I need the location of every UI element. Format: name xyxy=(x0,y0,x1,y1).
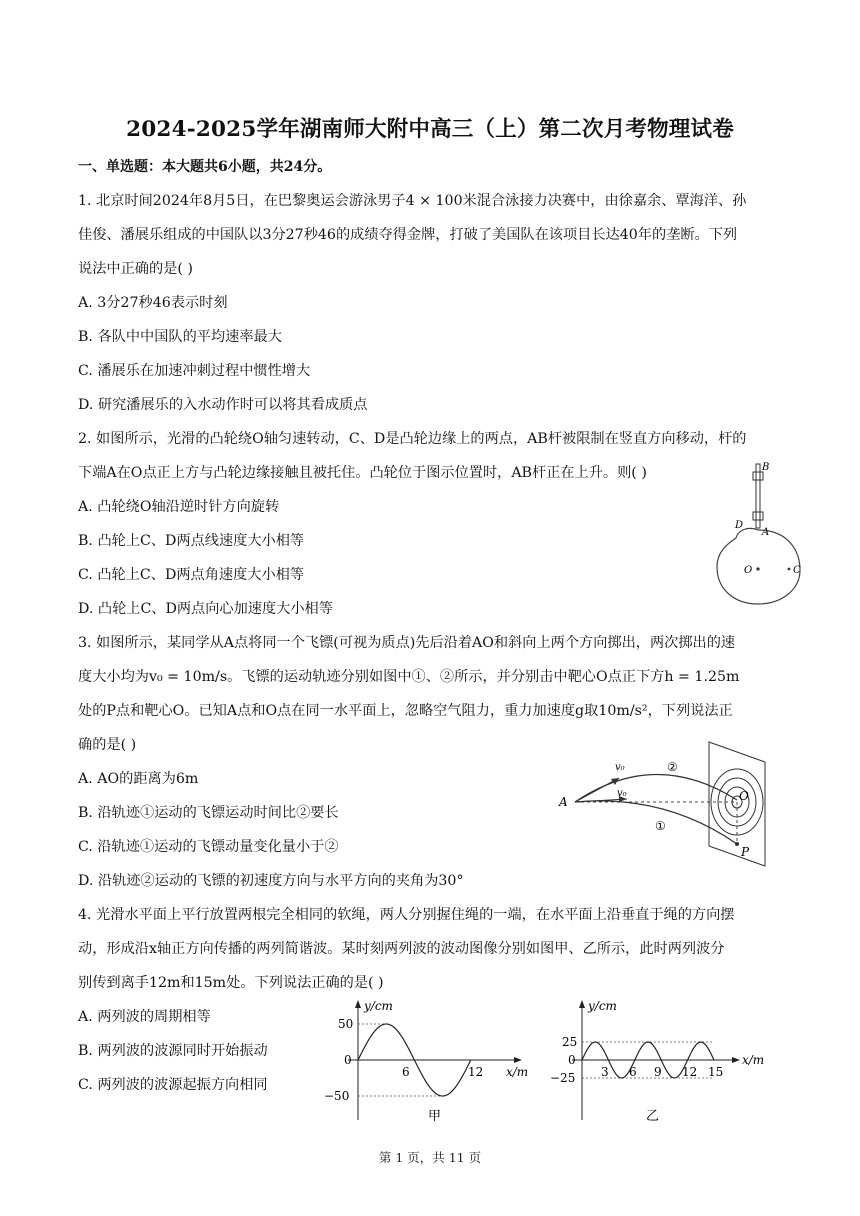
label-b: B xyxy=(762,462,770,473)
jia-x-arrow xyxy=(514,1057,522,1063)
yi-x-tick-9: 9 xyxy=(654,1065,662,1079)
jia-x-tick-12: 12 xyxy=(468,1065,484,1079)
rod-guide-bottom xyxy=(753,512,763,520)
q1-option-b: B. 各队中中国队的平均速率最大 xyxy=(78,329,282,345)
q3-line-3: 处的P点和靶心O。已知A点和O点在同一水平面上，忽略空气阻力，重力加速度g取10m/s²，下列说法正 xyxy=(78,703,733,719)
q4-option-b: B. 两列波的波源同时开始振动 xyxy=(78,1043,268,1059)
label-path-2: ② xyxy=(667,760,678,774)
q3-line-2: 度大小均为v₀ = 10m/s。飞镖的运动轨迹分别如图中①、②所示，并分别击中靶心O点正下方h = 1.25m xyxy=(78,669,740,685)
jia-y-bottom: −50 xyxy=(324,1089,350,1103)
cam-outline xyxy=(717,528,800,604)
q1-option-d: D. 研究潘展乐的入水动作时可以将其看成质点 xyxy=(78,397,368,413)
q4-line-3: 别传到离手12m和15m处。下列说法正确的是( ) xyxy=(78,975,384,991)
velocity-arrow-upper xyxy=(575,778,619,802)
label-path-1: ① xyxy=(655,819,666,833)
yi-x-tick-15: 15 xyxy=(708,1065,724,1079)
yi-xlabel: x/m xyxy=(742,1053,765,1067)
label-c: C xyxy=(793,565,801,576)
label-a: A xyxy=(559,795,568,809)
page-title: 2024-2025学年湖南师大附中高三（上）第二次月考物理试卷 xyxy=(126,117,734,142)
section-heading: 一、单选题：本大题共6小题，共24分。 xyxy=(78,159,332,175)
jia-caption: 甲 xyxy=(428,1109,442,1124)
q1-option-c: C. 潘展乐在加速冲刺过程中惯性增大 xyxy=(78,363,311,379)
point-c-dot xyxy=(788,568,791,571)
q3-line-4: 确的是( ) xyxy=(78,737,137,753)
page-footer: 第 1 页，共 11 页 xyxy=(378,1150,482,1165)
q4-option-c: C. 两列波的波源起振方向相同 xyxy=(78,1077,268,1093)
jia-xlabel: x/m xyxy=(506,1065,529,1079)
yi-caption: 乙 xyxy=(646,1109,660,1124)
q3-option-d: D. 沿轨迹②运动的飞镖的初速度方向与水平方向的夹角为30° xyxy=(78,873,464,889)
q1-line-3: 说法中正确的是( ) xyxy=(78,261,193,277)
wave-graph-jia xyxy=(318,996,540,1126)
rod-guide-top xyxy=(753,472,763,480)
yi-x-tick-12: 12 xyxy=(682,1065,698,1079)
yi-x-tick-3: 3 xyxy=(601,1065,609,1079)
wave-graph-yi xyxy=(546,996,786,1126)
point-p-dot xyxy=(735,842,739,846)
yi-y-top: 25 xyxy=(562,1035,578,1049)
label-v0-lower: v₀ xyxy=(617,788,627,799)
label-d: D xyxy=(735,520,744,531)
q3-option-b: B. 沿轨迹①运动的飞镖运动时间比②要长 xyxy=(78,805,339,821)
q1-line-2: 佳俊、潘展乐组成的中国队以3分27秒46的成绩夺得金牌，打破了美国队在该项目长达40年的垄断。下列 xyxy=(78,227,738,243)
axis-o-dot xyxy=(756,567,759,570)
jia-y-arrow xyxy=(355,1000,361,1008)
label-v0-upper: v₀ xyxy=(615,762,625,773)
jia-y-top: 50 xyxy=(338,1017,354,1031)
yi-y-arrow xyxy=(579,1000,585,1008)
label-o: O xyxy=(744,565,753,576)
jia-y-zero: 0 xyxy=(344,1053,352,1067)
jia-ylabel: y/cm xyxy=(364,999,393,1013)
yi-ylabel: y/cm xyxy=(588,999,617,1013)
dart-diagram xyxy=(555,738,785,868)
q4-line-1: 4. 光滑水平面上平行放置两根完全相同的软绳，两人分别握住绳的一端，在水平面上沿垂直于绳的方向摆 xyxy=(78,907,735,923)
cam-diagram xyxy=(700,458,810,608)
jia-x-tick-6: 6 xyxy=(402,1065,410,1079)
q2-line-2: 下端A在O点正上方与凸轮边缘接触且被托住。凸轮位于图示位置时，AB杆正在上升。则( ) xyxy=(78,465,647,481)
label-a: A xyxy=(762,527,770,538)
label-o: O xyxy=(739,789,749,803)
q3-option-c: C. 沿轨迹①运动的飞镖动量变化量小于② xyxy=(78,839,339,855)
q2-option-c: C. 凸轮上C、D两点角速度大小相等 xyxy=(78,567,305,583)
q4-line-2: 动，形成沿x轴正方向传播的两列简谐波。某时刻两列波的波动图像分别如图甲、乙所示，此时两列波分 xyxy=(78,941,725,957)
yi-x-tick-6: 6 xyxy=(629,1065,637,1079)
yi-y-bottom: −25 xyxy=(550,1071,576,1085)
q2-option-b: B. 凸轮上C、D两点线速度大小相等 xyxy=(78,533,305,549)
q2-line-1: 2. 如图所示，光滑的凸轮绕O轴匀速转动，C、D是凸轮边缘上的两点，AB杆被限制在竖直方向移动，杆的 xyxy=(78,431,747,447)
q3-line-1: 3. 如图所示，某同学从A点将同一个飞镖(可视为质点)先后沿着AO和斜向上两个方向掷出，两次掷出的速 xyxy=(78,635,736,651)
q1-option-a: A. 3分27秒46表示时刻 xyxy=(78,295,228,311)
q2-option-d: D. 凸轮上C、D两点向心加速度大小相等 xyxy=(78,601,333,617)
q4-option-a: A. 两列波的周期相等 xyxy=(78,1009,211,1025)
yi-x-arrow xyxy=(732,1057,740,1063)
q3-option-a: A. AO的距离为6m xyxy=(78,771,199,787)
rod-ab xyxy=(756,464,760,528)
yi-y-zero: 0 xyxy=(568,1053,576,1067)
q1-line-1: 1. 北京时间2024年8月5日，在巴黎奥运会游泳男子4 × 100米混合泳接力决赛中，由徐嘉余、覃海洋、孙 xyxy=(78,193,747,209)
q2-option-a: A. 凸轮绕O轴沿逆时针方向旋转 xyxy=(78,499,280,515)
label-p: P xyxy=(741,845,750,859)
